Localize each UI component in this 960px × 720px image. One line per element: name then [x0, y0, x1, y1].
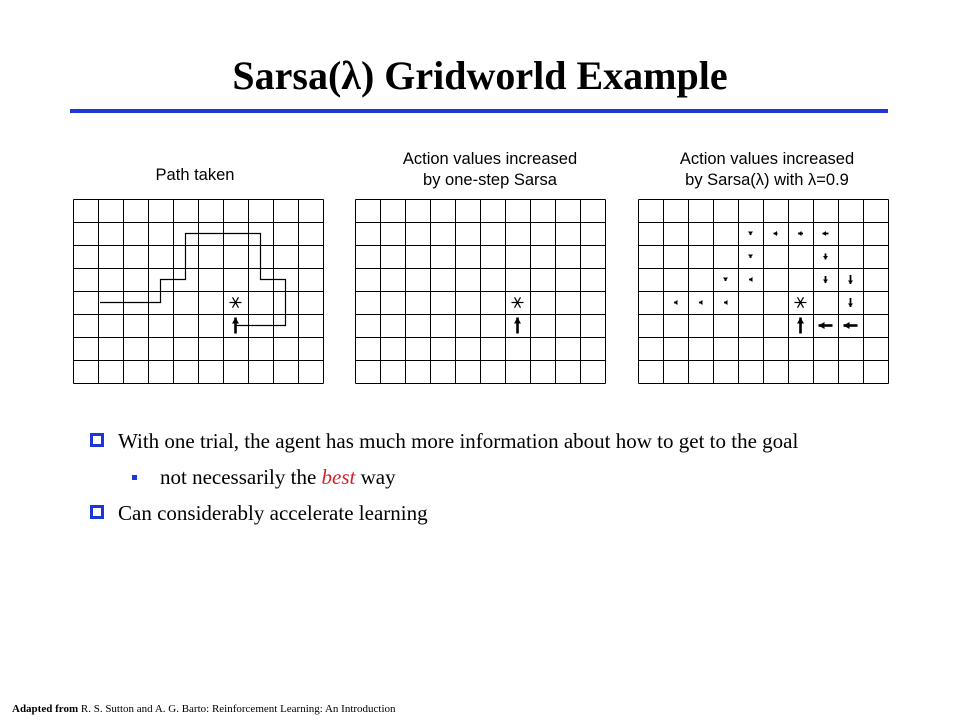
title-prefix: Sarsa(	[232, 53, 342, 98]
left-arrow-icon	[844, 322, 858, 329]
left-arrow-icon	[823, 231, 829, 236]
footer-text: R. S. Sutton and A. G. Barto: Reinforcement Learning: An Introduction	[78, 703, 396, 715]
down-arrow-icon	[823, 276, 828, 283]
down-arrow-icon	[848, 298, 853, 307]
path-taken-grid	[73, 199, 324, 384]
up-arrow-icon	[797, 318, 804, 334]
caption-line: Action values increased	[402, 150, 578, 168]
bullet-item	[90, 500, 890, 526]
bullet-text: way	[355, 465, 396, 489]
sub-bullet-item	[90, 464, 890, 490]
square-bullet-icon	[90, 505, 104, 519]
bullet-text: not necessarily the	[160, 465, 322, 489]
small-square-bullet-icon	[132, 475, 137, 480]
caption-line: by Sarsa(λ) with λ=0.9	[685, 171, 849, 189]
left-arrow-icon	[798, 231, 803, 236]
bullet-item	[90, 428, 890, 454]
one-step-sarsa-grid	[355, 199, 606, 384]
left-arrow-icon	[749, 277, 753, 282]
up-arrow-icon	[514, 318, 521, 334]
slide-title	[0, 50, 960, 102]
bullet-emphasis: best	[321, 465, 356, 489]
path-taken-line	[100, 234, 286, 326]
caption-line: Path taken	[155, 166, 235, 184]
panel-caption-sarsa-lambda	[632, 149, 902, 191]
bullet-text: With one trial, the agent has much more information about how to get to the goal	[118, 429, 799, 453]
title-lambda: λ	[341, 53, 361, 98]
title-suffix: ) Gridworld Example	[360, 53, 728, 98]
left-arrow-icon	[724, 300, 728, 305]
goal-star-icon	[512, 297, 524, 307]
left-arrow-icon	[774, 231, 778, 236]
caption-line: by one-step Sarsa	[423, 171, 557, 189]
bullet-text: Can considerably accelerate learning	[118, 501, 428, 525]
down-arrow-icon	[823, 254, 828, 260]
goal-star-icon	[230, 297, 242, 307]
goal-star-icon	[795, 297, 807, 307]
bullet-list	[90, 428, 890, 536]
footer-bold: Adapted from	[12, 703, 79, 715]
down-arrow-icon	[748, 255, 753, 259]
footer-credit	[12, 702, 396, 716]
down-arrow-icon	[723, 278, 728, 282]
title-underline	[70, 109, 888, 113]
down-arrow-icon	[748, 232, 753, 236]
panel-caption-path-taken	[90, 165, 300, 186]
left-arrow-icon	[699, 300, 703, 305]
caption-line: Action values increased	[679, 150, 855, 168]
panel-caption-one-step	[355, 149, 625, 191]
left-arrow-icon	[819, 322, 833, 329]
square-bullet-icon	[90, 433, 104, 447]
left-arrow-icon	[674, 300, 678, 305]
down-arrow-icon	[848, 275, 853, 284]
sarsa-lambda-grid	[638, 199, 889, 384]
